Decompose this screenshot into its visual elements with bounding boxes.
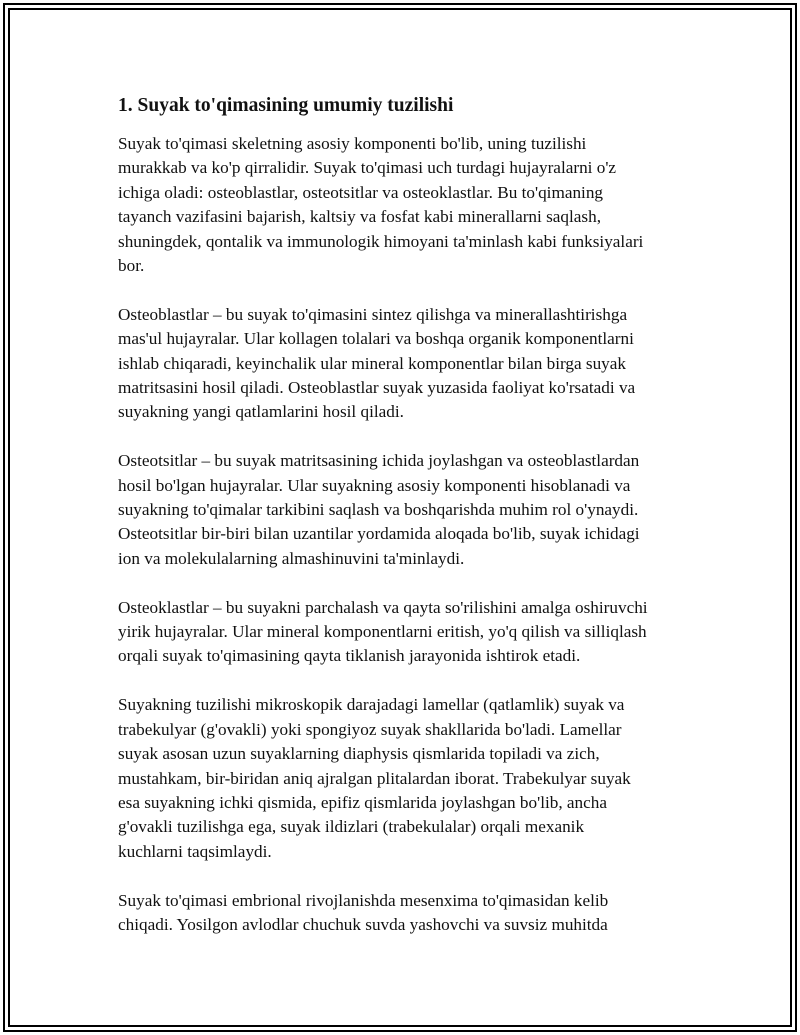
paragraph-line: Osteotsitlar bir-biri bilan uzantilar yordamida aloqada bo'lib, suyak ichidagi — [118, 524, 640, 544]
paragraph-line: mustahkam, bir-biridan aniq ajralgan plitalardan iborat. Trabekulyar suyak — [118, 768, 631, 788]
paragraph-line: Suyakning tuzilishi mikroskopik darajadagi lamellar (qatlamlik) suyak va — [118, 695, 625, 715]
paragraph-line: Osteotsitlar – bu suyak matritsasining ichida joylashgan va osteoblastlardan — [118, 451, 640, 471]
paragraph-line: trabekulyar (g'ovakli) yoki spongiyoz suyak shakllarida bo'ladi. Lamellar — [118, 719, 622, 739]
paragraph-line: Osteoklastlar – bu suyakni parchalash va qayta so'rilishini amalga oshiruvchi — [118, 597, 648, 617]
paragraph — [118, 693, 698, 864]
paragraph-line: murakkab va ko'p qirralidir. Suyak to'qimasi uch turdagi hujayralarni o'z — [118, 158, 617, 178]
paragraph-line: bor. — [118, 256, 145, 276]
document-body — [118, 93, 698, 962]
paragraph-line: orqali suyak to'qimasining qayta tiklanish jarayonida ishtirok etadi. — [118, 646, 581, 666]
paragraph-line: g'ovakli tuzilishga ega, suyak ildizlari (trabekulalar) orqali mexanik — [118, 817, 585, 837]
paragraph-line: suyakning to'qimalar tarkibini saqlash va boshqarishda muhim rol o'ynaydi. — [118, 500, 639, 520]
paragraph-line: hosil bo'lgan hujayralar. Ular suyakning asosiy komponenti hisoblanadi va — [118, 475, 631, 495]
paragraph-line: mas'ul hujayralar. Ular kollagen tolalari va boshqa organik komponentlarni — [118, 329, 634, 349]
paragraph-line: suyak asosan uzun suyaklarning diaphysis qismlarida topiladi va zich, — [118, 744, 600, 764]
paragraph-line: suyakning yangi qatlamlarini hosil qiladi. — [118, 402, 404, 422]
paragraph-line: matritsasini hosil qiladi. Osteoblastlar suyak yuzasida faoliyat ko'rsatadi va — [118, 378, 636, 398]
paragraph-line: ichiga oladi: osteoblastlar, osteotsitlar va osteoklastlar. Bu to'qimaning — [118, 182, 604, 202]
paragraph-line: Osteoblastlar – bu suyak to'qimasini sintez qilishga va minerallashtirishga — [118, 304, 628, 324]
paragraph — [118, 889, 698, 938]
paragraph-line: chiqadi. Yosilgon avlodlar chuchuk suvda yashovchi va suvsiz muhitda — [118, 914, 608, 934]
paragraph-line: yirik hujayralar. Ular mineral komponentlarni eritish, yo'q qilish va silliqlash — [118, 622, 647, 642]
paragraph-line: shuningdek, qontalik va immunologik himoyani ta'minlash kabi funksiyalari — [118, 231, 644, 251]
paragraph — [118, 596, 698, 669]
paragraph-line: tayanch vazifasini bajarish, kaltsiy va fosfat kabi minerallarni saqlash, — [118, 207, 601, 227]
paragraph-line: esa suyakning ichki qismida, epifiz qismlarida joylashgan bo'lib, ancha — [118, 792, 608, 812]
paragraph-line: Suyak to'qimasi embrional rivojlanishda mesenxima to'qimasidan kelib — [118, 890, 609, 910]
paragraph-line: Suyak to'qimasi skeletning asosiy komponenti bo'lib, uning tuzilishi — [118, 134, 587, 153]
section-heading: 1. Suyak to'qimasining umumiy tuzilishi — [118, 95, 454, 116]
paragraph — [118, 303, 698, 425]
paragraph-line: ishlab chiqaradi, keyinchalik ular mineral komponentlar bilan birga suyak — [118, 353, 626, 373]
paragraph-list — [118, 132, 698, 937]
paragraph — [118, 449, 698, 571]
paragraph — [118, 132, 698, 278]
paragraph-line: kuchlarni taqsimlaydi. — [118, 841, 272, 861]
paragraph-line: ion va molekulalarning almashinuvini ta'minlaydi. — [118, 548, 465, 568]
